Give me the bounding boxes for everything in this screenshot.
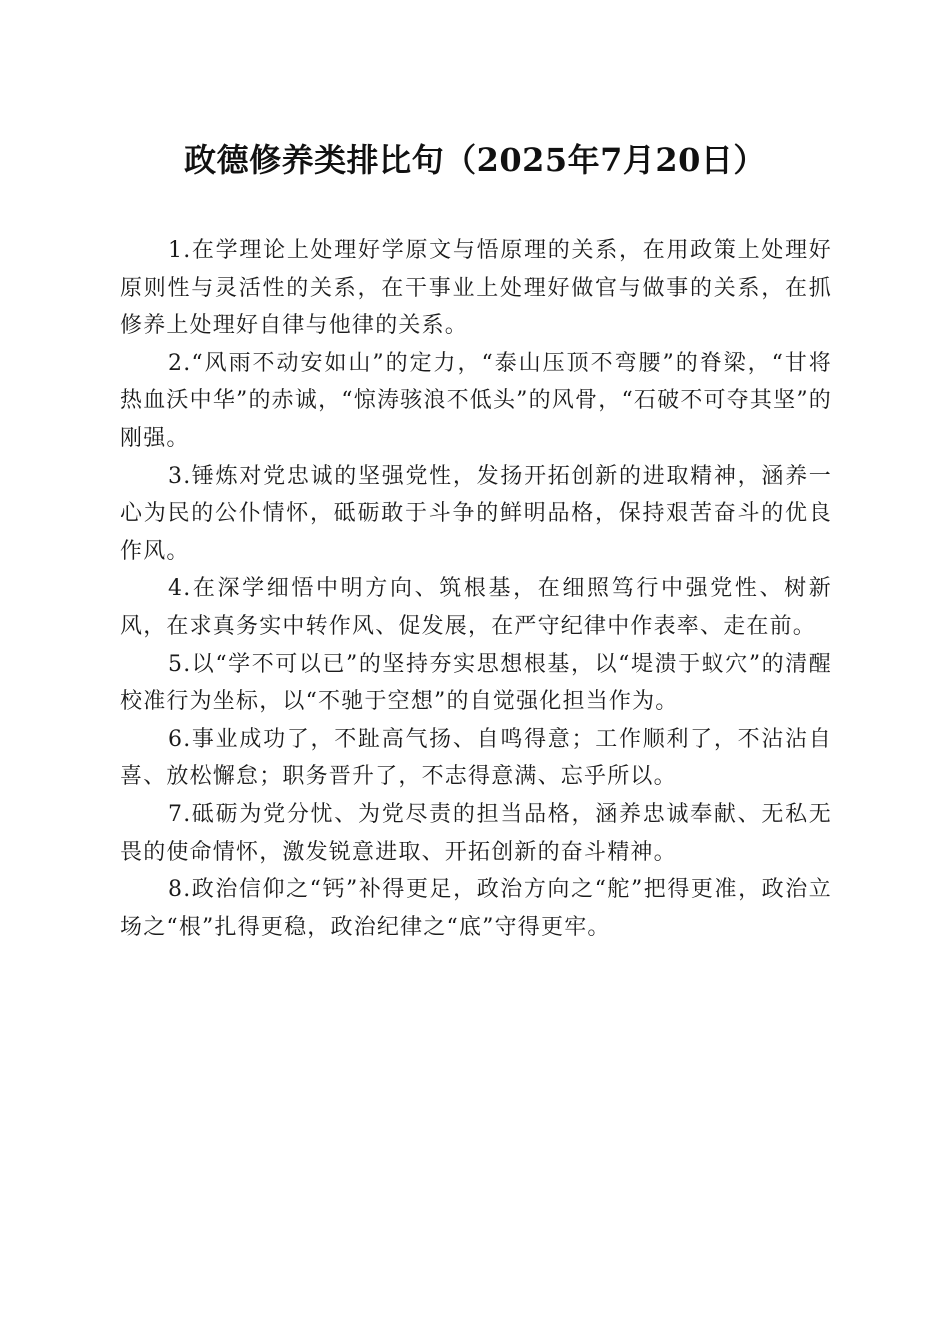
paragraph-1: 1.在学理论上处理好学原文与悟原理的关系，在用政策上处理好原则性与灵活性的关系，在干事业上处理好做官与做事的关系，在抓修养上处理好自律与他律的关系。	[120, 238, 832, 339]
document-title: 政德修养类排比句（2025年7月20日）	[184, 141, 766, 179]
paragraph-4: 4.在深学细悟中明方向、筑根基，在细照笃行中强党性、树新风，在求真务实中转作风、促发展，在严守纪律中作表率、走在前。	[120, 576, 832, 639]
paragraph-3: 3.锤炼对党忠诚的坚强党性，发扬开拓创新的进取精神，涵养一心为民的公仆情怀，砥砺敢于斗争的鲜明品格，保持艰苦奋斗的优良作风。	[120, 463, 832, 564]
paragraph-6: 6.事业成功了，不趾高气扬、自鸣得意；工作顺利了，不沾沾自喜、放松懈怠；职务晋升了，不志得意满、忘乎所以。	[120, 726, 832, 790]
document-body	[120, 232, 832, 946]
paragraph-2: 2.“风雨不动安如山”的定力，“泰山压顶不弯腰”的脊梁，“甘将热血沃中华”的赤诚，“惊涛骇浪不低头”的风骨，“石破不可夺其坚”的刚强。	[120, 350, 832, 451]
paragraph-7: 7.砥砺为党分忧、为党尽责的担当品格，涵养忠诚奉献、无私无畏的使命情怀，激发锐意进取、开拓创新的奋斗精神。	[120, 801, 832, 865]
paragraph-8: 8.政治信仰之“钙”补得更足，政治方向之“舵”把得更准，政治立场之“根”扎得更稳，政治纪律之“底”守得更牢。	[120, 877, 832, 940]
paragraph-5: 5.以“学不可以已”的坚持夯实思想根基，以“堤溃于蚁穴”的清醒校准行为坐标，以“不驰于空想”的自觉强化担当作为。	[120, 651, 832, 715]
